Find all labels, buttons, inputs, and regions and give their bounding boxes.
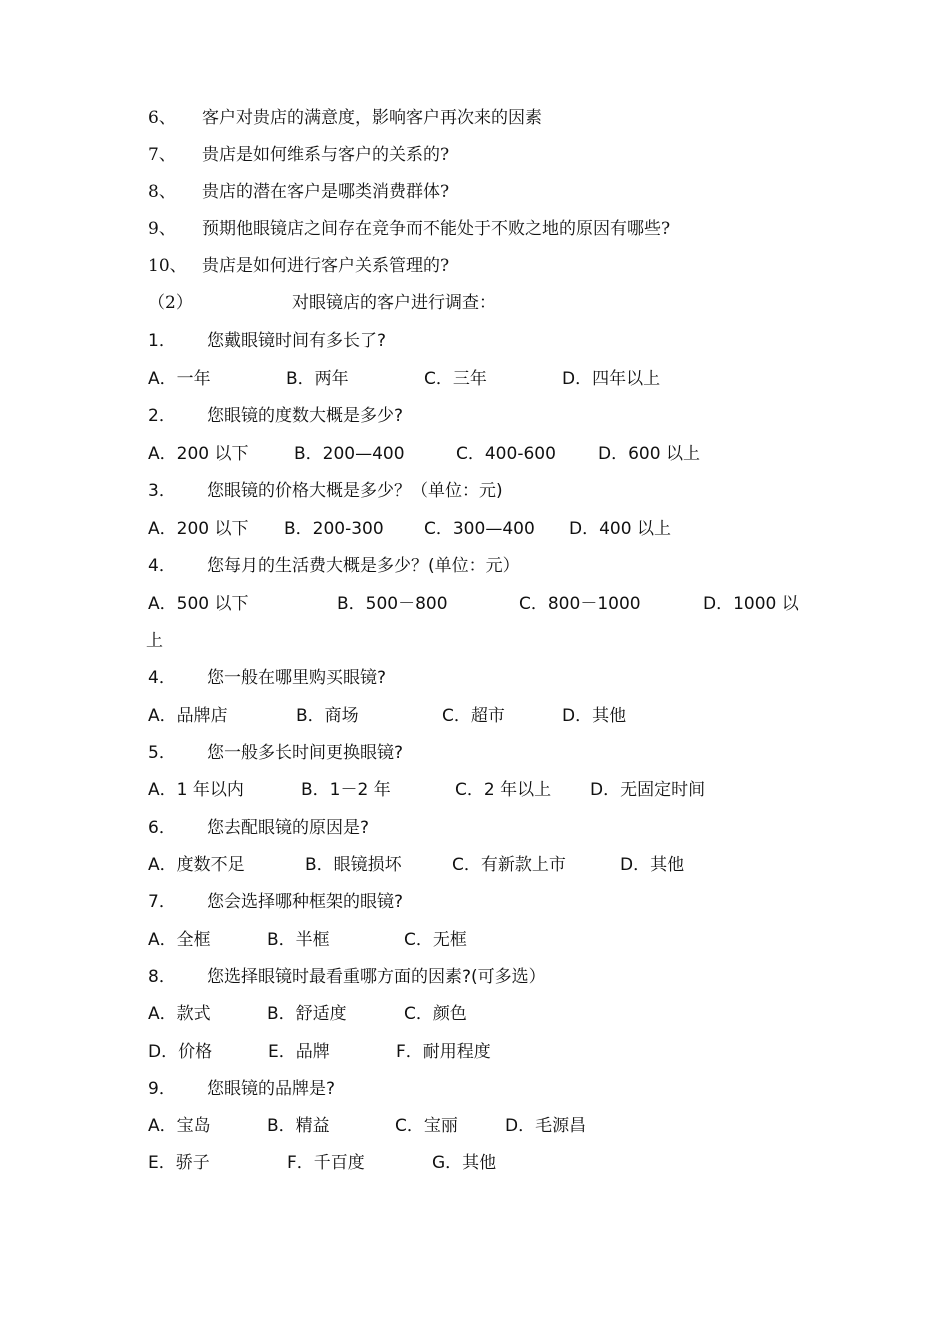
- option: C．无框: [404, 930, 467, 950]
- section-heading: [0, 288, 950, 318]
- question-text: 您一般在哪里购买眼镜?: [207, 668, 387, 688]
- survey-question-4a: [0, 551, 950, 581]
- option: B．眼镜损坏: [305, 855, 402, 875]
- question-text: 您会选择哪种框架的眼镜?: [207, 892, 404, 912]
- option: F．耐用程度: [396, 1042, 491, 1062]
- option: B．1－2 年: [301, 780, 391, 800]
- option: D．无固定时间: [590, 780, 706, 800]
- option: D．其他: [620, 855, 685, 875]
- survey-question-2: [0, 401, 950, 431]
- option: E．骄子: [148, 1153, 210, 1173]
- question-text: 您眼镜的品牌是?: [207, 1079, 336, 1099]
- option: D．四年以上: [562, 369, 661, 389]
- option: B．商场: [296, 706, 359, 726]
- option: A．品牌店: [148, 706, 228, 726]
- option: C．三年: [424, 369, 487, 389]
- question-number: 8．: [148, 967, 176, 987]
- survey-question-4b: [0, 663, 950, 693]
- option: A．500 以下: [148, 594, 249, 614]
- survey-options-5: [0, 775, 950, 805]
- question-text: 您眼镜的价格大概是多少？（单位：元): [207, 481, 503, 501]
- survey-options-8b: [0, 1037, 950, 1067]
- question-text: 您去配眼镜的原因是?: [207, 818, 370, 838]
- option: D．600 以上: [598, 444, 700, 464]
- question-9: [0, 214, 950, 244]
- question-10: [0, 251, 950, 281]
- survey-question-9: [0, 1074, 950, 1104]
- survey-options-4a: [0, 589, 950, 619]
- question-text: 您眼镜的度数大概是多少?: [207, 406, 404, 426]
- option-wrap-text: 上: [146, 631, 163, 651]
- option: B．500－800: [337, 594, 448, 614]
- survey-options-6: [0, 850, 950, 880]
- survey-options-2: [0, 439, 950, 469]
- survey-options-7: [0, 925, 950, 955]
- option: A．200 以下: [148, 444, 249, 464]
- question-number: 9．: [148, 1079, 176, 1099]
- option: D．其他: [562, 706, 627, 726]
- question-text: 客户对贵店的满意度，影响客户再次来的因素: [202, 108, 542, 128]
- survey-options-9b: [0, 1148, 950, 1178]
- option: D．400 以上: [569, 519, 671, 539]
- survey-question-3: [0, 476, 950, 506]
- question-text: 您一般多长时间更换眼镜?: [207, 743, 404, 763]
- section-title: 对眼镜店的客户进行调查：: [292, 293, 496, 313]
- question-number: 9、: [148, 219, 176, 239]
- section-number: （2）: [148, 293, 193, 313]
- question-text: 您戴眼镜时间有多长了?: [207, 331, 387, 351]
- option: B．精益: [267, 1116, 330, 1136]
- survey-options-3: [0, 514, 950, 544]
- option: B．200-300: [284, 519, 384, 539]
- option: A．1 年以内: [148, 780, 244, 800]
- question-number: 1．: [148, 331, 176, 351]
- option: D．1000 以: [703, 594, 799, 614]
- option: E．品牌: [268, 1042, 330, 1062]
- option: C．有新款上市: [452, 855, 566, 875]
- option: B．200—400: [294, 444, 405, 464]
- option: A．全框: [148, 930, 211, 950]
- question-number: 4．: [148, 556, 176, 576]
- option: C．宝丽: [395, 1116, 458, 1136]
- survey-question-8: [0, 962, 950, 992]
- option: B．两年: [286, 369, 349, 389]
- option: A．200 以下: [148, 519, 249, 539]
- option: C．400-600: [456, 444, 556, 464]
- question-text: 贵店是如何进行客户关系管理的?: [202, 256, 450, 276]
- question-text: 您每月的生活费大概是多少？(单位：元）: [207, 556, 520, 576]
- question-number: 6、: [148, 108, 176, 128]
- option: B．舒适度: [267, 1004, 347, 1024]
- option: C．超市: [442, 706, 505, 726]
- option: G．其他: [432, 1153, 497, 1173]
- option: A．度数不足: [148, 855, 245, 875]
- option: A．一年: [148, 369, 211, 389]
- question-number: 7．: [148, 892, 176, 912]
- question-number: 6．: [148, 818, 176, 838]
- option: A．宝岛: [148, 1116, 211, 1136]
- question-number: 4．: [148, 668, 176, 688]
- question-text: 贵店是如何维系与客户的关系的?: [202, 145, 450, 165]
- option: B．半框: [267, 930, 330, 950]
- survey-question-1: [0, 326, 950, 356]
- question-number: 3．: [148, 481, 176, 501]
- question-number: 10、: [148, 256, 187, 276]
- option: C．颜色: [404, 1004, 467, 1024]
- survey-options-8a: [0, 999, 950, 1029]
- question-text: 您选择眼镜时最看重哪方面的因素?(可多选）: [207, 967, 546, 987]
- question-text: 预期他眼镜店之间存在竞争而不能处于不败之地的原因有哪些?: [202, 219, 671, 239]
- survey-question-5: [0, 738, 950, 768]
- question-8: [0, 177, 950, 207]
- option: A．款式: [148, 1004, 211, 1024]
- question-text: 贵店的潜在客户是哪类消费群体?: [202, 182, 450, 202]
- option: D．毛源昌: [505, 1116, 587, 1136]
- question-number: 8、: [148, 182, 176, 202]
- option: C．2 年以上: [455, 780, 552, 800]
- option: F．千百度: [287, 1153, 365, 1173]
- question-6: [0, 103, 950, 133]
- survey-question-7: [0, 887, 950, 917]
- survey-question-6: [0, 813, 950, 843]
- question-number: 5．: [148, 743, 176, 763]
- question-7: [0, 140, 950, 170]
- option: C．800－1000: [519, 594, 641, 614]
- question-number: 2．: [148, 406, 176, 426]
- question-number: 7、: [148, 145, 176, 165]
- survey-options-4a-wrap: [0, 626, 950, 656]
- option: C．300—400: [424, 519, 535, 539]
- survey-options-9a: [0, 1111, 950, 1141]
- survey-options-4b: [0, 701, 950, 731]
- survey-options-1: [0, 364, 950, 394]
- option: D．价格: [148, 1042, 213, 1062]
